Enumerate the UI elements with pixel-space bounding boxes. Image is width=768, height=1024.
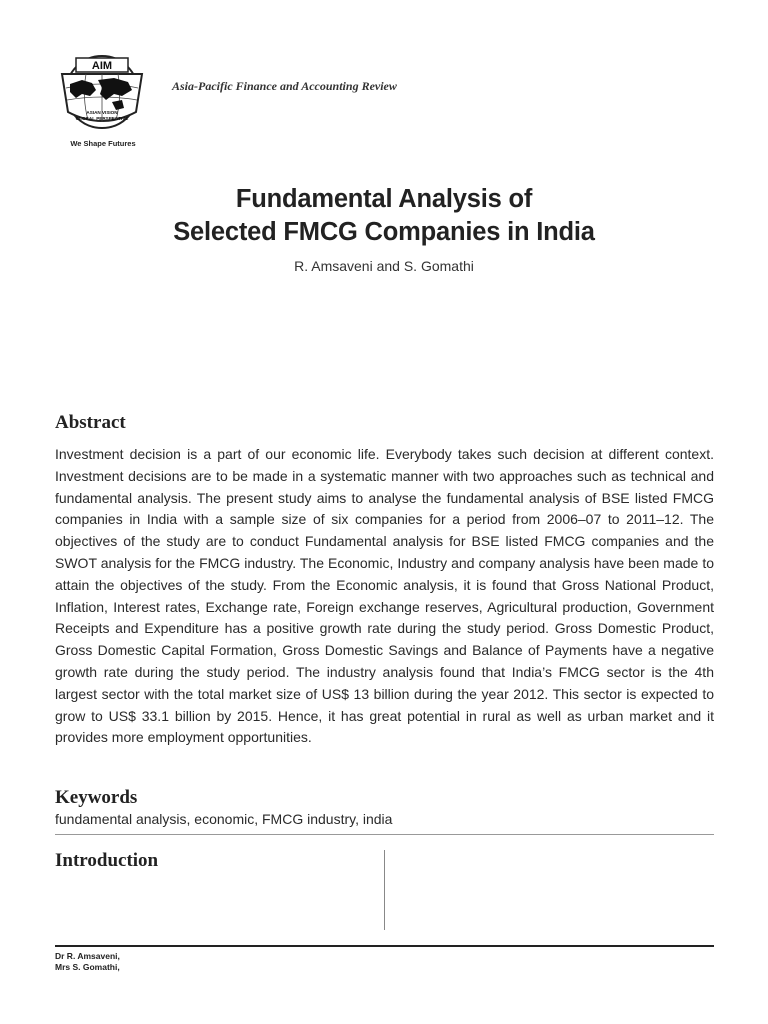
abstract-body: Investment decision is a part of our economic life. Everybody takes such decision at different context. Investment decisions are to be made in a systematic manner with two approaches such as technical and fundamental analysis. The present study aims to analyse the fundamental analysis of BSE listed FMCG companies in India with a sample size of six companies for a period from 2006–07 to 2011–12. The objectives of the study are to conduct Fundamental analysis for BSE listed FMCG companies and the SWOT analysis for the FMCG industry. The Economic, Industry and company analysis have been made to attain the objectives of the study. From the Economic analysis, it is found that Gross National Product, Inflation, Interest rates, Exchange rate, Foreign exchange reserves, Agricultural production, Government Receipts and Expenditure has a positive growth rate during the study period. Gross Domestic Product, Gross Domestic Capital Formation, Gross Domestic Savings and Balance of Payments have a negative growth rate during the study period. The industry analysis found that India’s FMCG sector is the 4th largest sector with the total market size of US$ 13 billion during the year 2012. This sector is expected to grow to US$ 33.1 billion by 2015. Hence, it has great potential in rural as well as urban market and it provides more employment opportunities. [55, 446, 714, 746]
introduction-heading: Introduction [55, 850, 159, 871]
author-footnote [55, 951, 120, 973]
paper-title-line1: Fundamental Analysis of [235, 185, 533, 213]
paper-title-line2: Selected FMCG Companies in India [173, 218, 595, 246]
footnote-author1: Dr R. Amsaveni, [55, 951, 120, 961]
logo-acronym: AIM [91, 60, 113, 72]
footnote-author2: Mrs S. Gomathi, [55, 962, 120, 972]
paper-title [0, 183, 768, 249]
keywords-list: fundamental analysis, economic, FMCG industry, india [55, 811, 393, 827]
footnote-rule [55, 945, 714, 947]
keywords-heading: Keywords [55, 787, 138, 808]
column-divider [384, 850, 385, 930]
abstract-heading: Abstract [55, 412, 126, 433]
paper-authors: R. Amsaveni and S. Gomathi [294, 258, 474, 274]
section-divider [55, 834, 714, 835]
journal-name: Asia-Pacific Finance and Accounting Review [172, 79, 397, 93]
logo-motto-line1: ASIAN VISION [86, 110, 118, 115]
logo-tagline: We Shape Futures [70, 139, 136, 148]
logo-motto-line2: GLOBAL PERSPECTIVE [75, 116, 129, 121]
